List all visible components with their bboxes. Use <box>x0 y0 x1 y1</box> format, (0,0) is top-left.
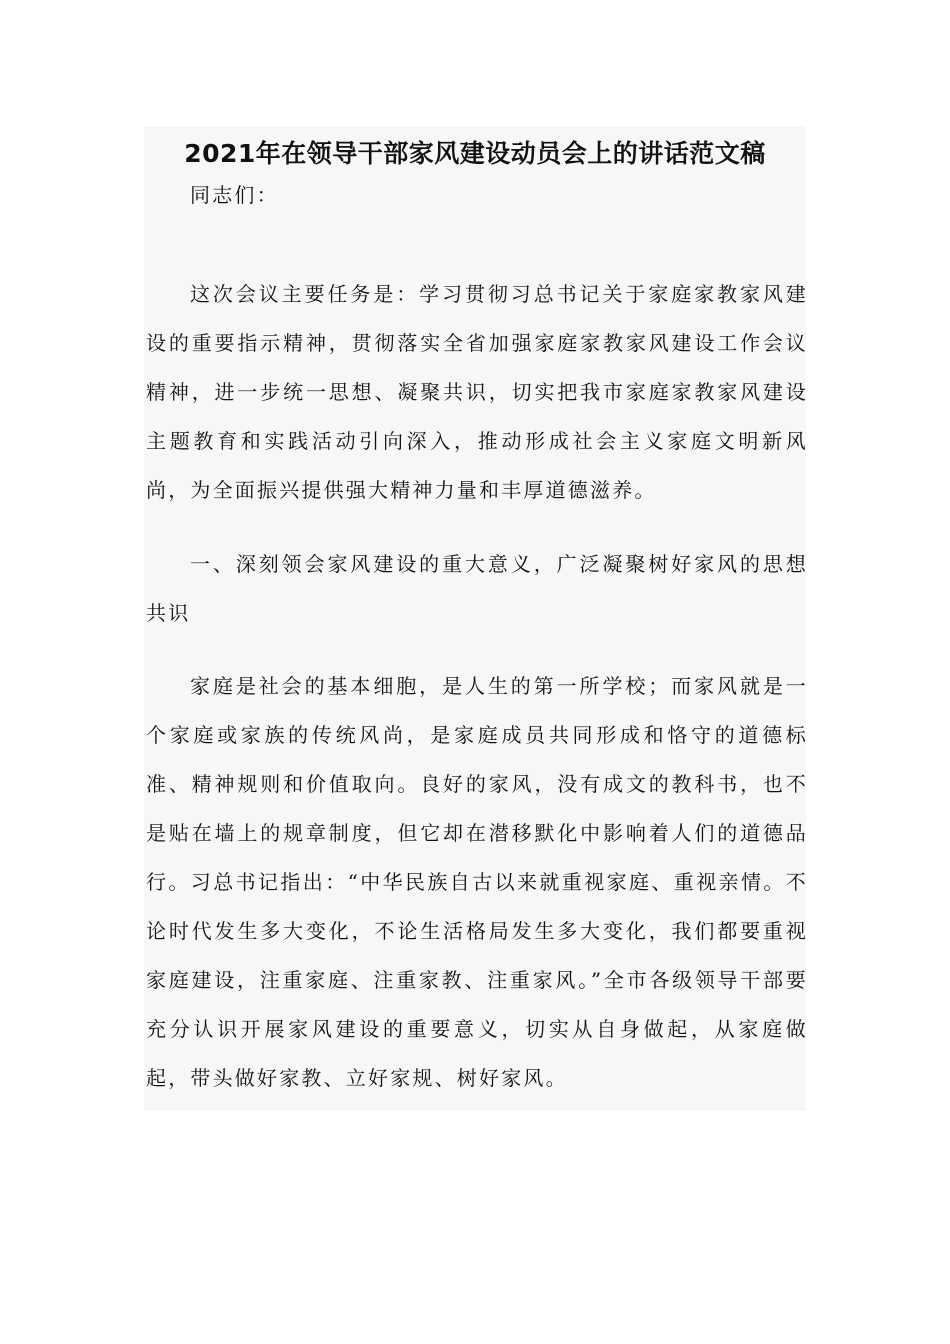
salutation: 同志们： <box>190 183 279 207</box>
section-heading-1: 一、深刻领会家风建设的重大意义，广泛凝聚树好家风的思想共识 <box>146 552 808 625</box>
paragraph-family-tradition: 家庭是社会的基本细胞，是人生的第一所学校；而家风就是一个家庭或家族的传统风尚，是家庭成员共同形成和恪守的道德标准、精神规则和价值取向。良好的家风，没有成文的教科书，也不是贴在墙上的规章制度，但它却在潜移默化中影响着人们的道德品行。习总书记指出：“中华民族自古以来就重视家庭、重视亲情。不论时代发生多大变化，不论生活格局发生多大变化，我们都要重视家庭建设，注重家庭、注重家教、注重家风。”全市各级领导干部要充分认识开展家风建设的重要意义，切实从自身做起，从家庭做起，带头做好家教、立好家规、树好家风。 <box>146 674 808 1090</box>
document-title: 2021年在领导干部家风建设动员会上的讲话范文稿 <box>184 139 766 168</box>
paragraph-intro: 这次会议主要任务是：学习贯彻习总书记关于家庭家教家风建设的重要指示精神，贯彻落实全省加强家庭家教家风建设工作会议精神，进一步统一思想、凝聚共识，切实把我市家庭家教家风建设主题教育和实践活动引向深入，推动形成社会主义家庭文明新风尚，为全面振兴提供强大精神力量和丰厚道德滋养。 <box>146 282 808 502</box>
